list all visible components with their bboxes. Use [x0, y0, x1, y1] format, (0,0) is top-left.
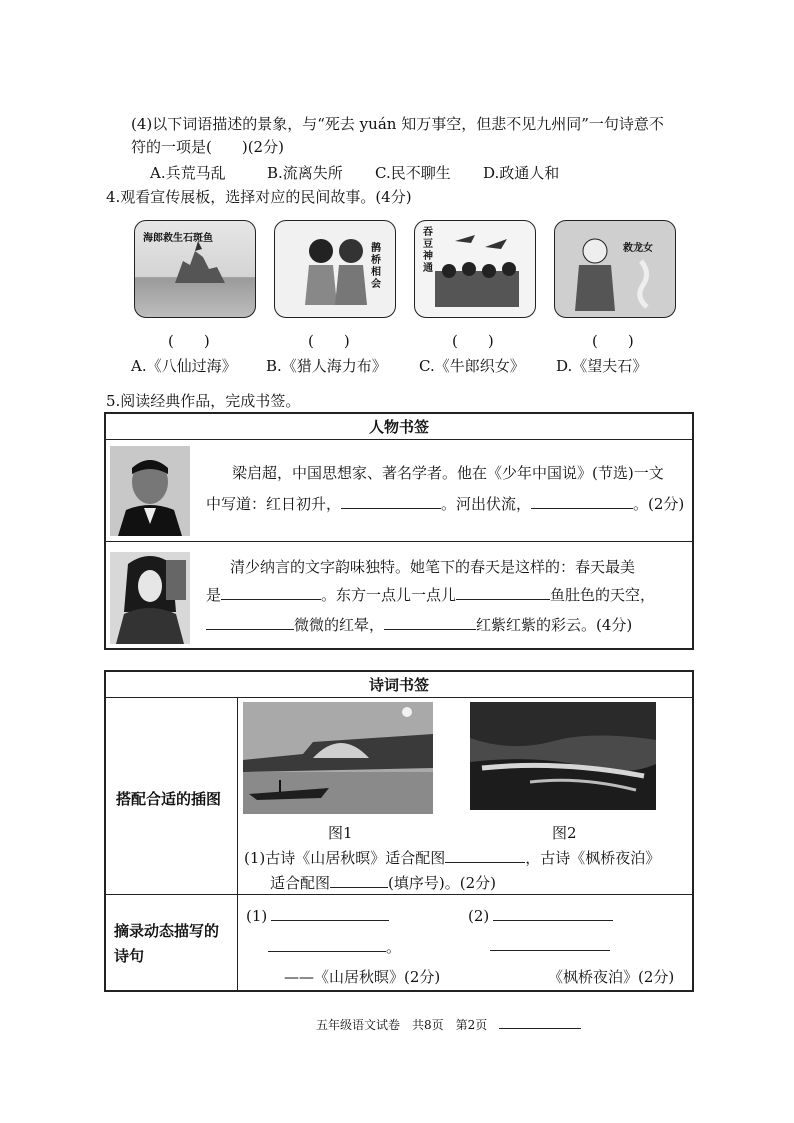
q4-sub-line2: 符的一项是( )(2分)	[131, 138, 284, 156]
q4-option-d: D.《望夫石》	[556, 357, 648, 375]
page-footer	[316, 1016, 581, 1033]
match-text-d: (填序号)。(2分)	[388, 874, 496, 892]
panel-1-label: 海郎救生石斑鱼	[143, 233, 213, 244]
divider	[104, 439, 694, 440]
qing-line1: 清少纳言的文字韵味独特。她笔下的春天是这样的：春天最美	[230, 558, 636, 576]
match-text-c: 适合配图	[270, 874, 331, 892]
panel-4-label: 救龙女	[623, 243, 653, 254]
poem-bookmark-header: 诗词书签	[368, 676, 429, 694]
qing-blank-4[interactable]	[384, 615, 476, 630]
liang-qichao-portrait	[110, 446, 190, 536]
panel-3-image	[414, 220, 536, 318]
qing-text-e: 红紫红紫的彩云。(4分)	[476, 616, 633, 634]
row2-label-line2: 诗句	[114, 947, 145, 965]
q4-option-b: B.《猎人海力布》	[266, 357, 387, 375]
person-bookmark-header: 人物书签	[368, 418, 429, 436]
liang-line2	[206, 493, 684, 514]
panel-1-image	[134, 220, 256, 318]
match-line2	[270, 872, 496, 893]
q5-title: 5.阅读经典作品，完成书签。	[106, 392, 301, 410]
hunter-snake-illustration	[555, 221, 675, 317]
excerpt-1-blank-1[interactable]	[271, 906, 389, 921]
excerpt-2-source: 《枫桥夜泊》(2分)	[548, 968, 675, 986]
match-line1	[244, 847, 660, 868]
row1-label: 搭配合适的插图	[116, 790, 222, 808]
q4-title: 4.观看宣传展板，选择对应的民间故事。(4分)	[106, 188, 412, 206]
qing-blank-2[interactable]	[456, 585, 550, 600]
excerpt-1-number: (1)	[246, 907, 268, 925]
match-text-a: (1)古诗《山居秋暝》适合配图	[244, 849, 446, 867]
row2-label-line1: 摘录动态描写的	[114, 922, 220, 940]
excerpt-2-number: (2)	[468, 907, 490, 925]
figure-2-caption: 图2	[552, 824, 577, 842]
match-blank-2[interactable]	[330, 873, 388, 888]
liang-text-c: 。(2分)	[633, 495, 685, 513]
excerpt-1-source: ——《山居秋暝》(2分)	[284, 968, 441, 986]
liang-blank-2[interactable]	[531, 494, 633, 509]
panel-1-blank[interactable]: ( )	[168, 332, 210, 350]
qing-text-c: 鱼肚色的天空，	[550, 586, 656, 604]
divider	[104, 894, 694, 895]
figure-1-bridge-night	[243, 702, 433, 814]
excerpt-1-line2	[268, 936, 401, 957]
qing-line2	[206, 584, 655, 605]
q4-sub-option-b: B.流离失所	[267, 164, 343, 182]
excerpt-1-blank-2[interactable]	[268, 937, 386, 952]
divider	[104, 697, 694, 698]
qing-blank-3[interactable]	[206, 615, 294, 630]
liang-line1: 梁启超，中国思想家、著名学者。他在《少年中国说》(节选)一文	[232, 464, 664, 482]
q4-option-a: A.《八仙过海》	[131, 357, 237, 375]
excerpt-2-blank-2[interactable]	[490, 936, 610, 951]
excerpt-2-blank-1[interactable]	[493, 906, 613, 921]
qing-text-d: 微微的红晕，	[294, 616, 385, 634]
sei-shonagon-portrait	[110, 552, 190, 644]
q4-sub-option-c: C.民不聊生	[375, 164, 451, 182]
q4-sub-line1: (4)以下词语描述的景象，与“死去 yuán 知万事空，但悲不见九州同”一句诗意不	[131, 115, 664, 133]
panel-2-blank[interactable]: ( )	[308, 332, 350, 350]
divider	[104, 541, 694, 542]
q4-option-c: C.《牛郎织女》	[419, 357, 525, 375]
liang-blank-1[interactable]	[341, 494, 441, 509]
excerpt-2-line1	[468, 906, 613, 925]
panel-3-blank[interactable]: ( )	[452, 332, 494, 350]
excerpt-2-line2	[490, 936, 610, 955]
qing-text-a: 是	[206, 586, 222, 604]
liang-text-b: 。河出伏流，	[441, 495, 532, 513]
figure-1-caption: 图1	[328, 824, 353, 842]
panel-2-label: 鹊桥相会	[371, 243, 381, 290]
panel-4-blank[interactable]: ( )	[592, 332, 634, 350]
panel-3-label: 吞豆神通	[423, 227, 433, 274]
liang-text-a: 中写道：红日初升，	[206, 495, 342, 513]
qing-text-b: 。东方一点儿一点儿	[321, 586, 457, 604]
figure-2-mountain-stream	[470, 702, 656, 810]
q4-sub-option-d: D.政通人和	[483, 164, 560, 182]
footer-text: 五年级语文试卷 共8页 第2页	[316, 1018, 488, 1032]
footer-blank[interactable]	[499, 1018, 581, 1029]
excerpt-1-line1	[246, 906, 389, 925]
qing-blank-1[interactable]	[221, 585, 321, 600]
panel-2-image	[274, 220, 396, 318]
excerpt-1-period: 。	[386, 938, 402, 956]
divider	[237, 697, 238, 990]
match-text-b: ，古诗《枫桥夜泊》	[525, 849, 661, 867]
match-blank-1[interactable]	[445, 848, 525, 863]
panel-4-image	[554, 220, 676, 318]
q4-sub-option-a: A.兵荒马乱	[150, 164, 226, 182]
qing-line3	[206, 614, 632, 635]
